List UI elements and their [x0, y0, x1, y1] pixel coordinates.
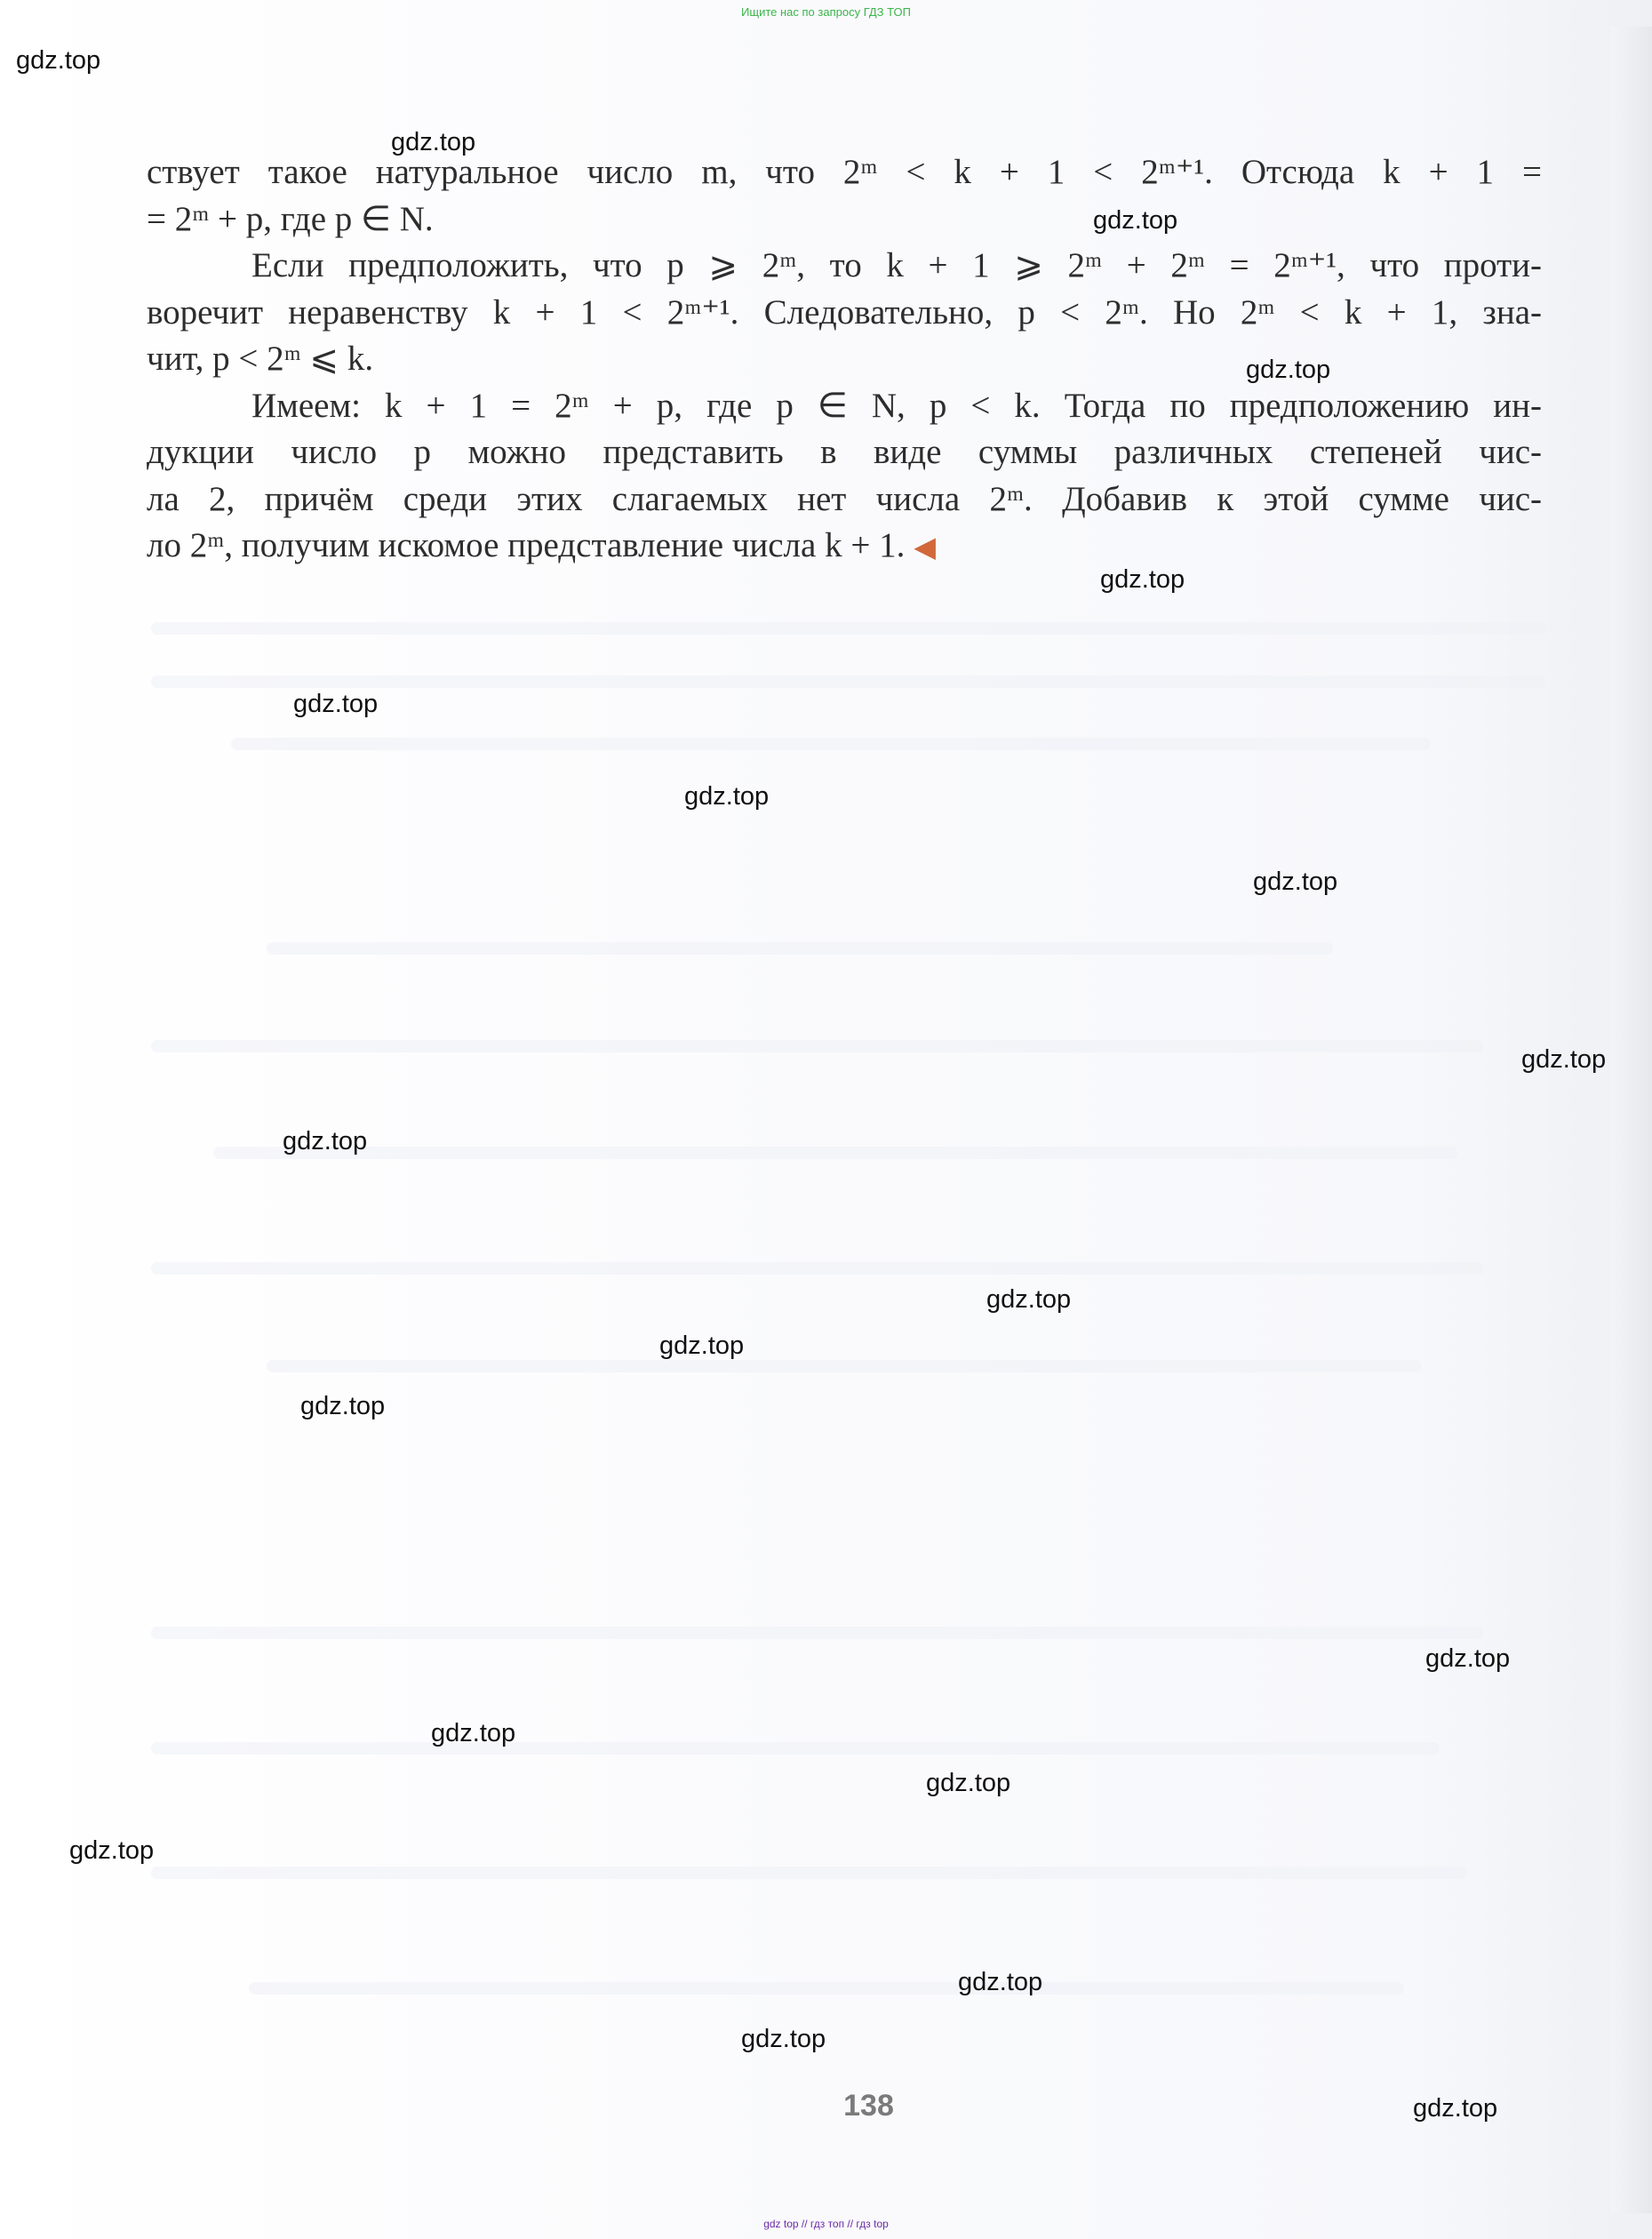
watermark: gdz.top: [391, 128, 476, 156]
bleed-through-band: [267, 942, 1333, 955]
text-line: ла 2, причём среди этих слагаемых нет числа 2ᵐ. Добавив к этой сумме чис-: [147, 479, 1542, 518]
watermark: gdz.top: [1246, 356, 1331, 384]
watermark: gdz.top: [431, 1719, 516, 1747]
watermark: gdz.top: [926, 1769, 1011, 1797]
text-line: Если предположить, что p ⩾ 2ᵐ, то k + 1 ⩾ 2ᵐ + 2ᵐ = 2ᵐ⁺¹, что проти-: [251, 246, 1542, 284]
watermark: gdz.top: [1100, 565, 1185, 594]
page-number-text: 138: [843, 2089, 894, 2123]
bleed-through-band: [151, 1262, 1484, 1275]
text-line-content: ло 2ᵐ, получим искомое представление числа k + 1.: [147, 526, 906, 564]
watermark: gdz.top: [986, 1285, 1072, 1314]
text-line: дукции число p можно представить в виде суммы различных степеней чис-: [147, 433, 1542, 471]
paragraph: [147, 383, 1542, 571]
bleed-through-band: [151, 1867, 1466, 1879]
bleed-through-band: [151, 676, 1546, 688]
paragraph: [147, 149, 1542, 243]
watermark: gdz.top: [1093, 206, 1178, 235]
end-of-proof-icon: ◀: [914, 531, 936, 563]
text-line: ствует такое натуральное число m, что 2ᵐ < k + 1 < 2ᵐ⁺¹. Отсюда k + 1 =: [147, 153, 1542, 191]
bleed-through-band: [249, 1982, 1404, 1995]
bottom-site-links[interactable]: gdz top // гдз топ // гдз top: [763, 2218, 889, 2230]
scan-edge-shadow: [1611, 27, 1652, 2213]
page-number: [0, 2089, 1652, 2123]
bleed-through-band: [151, 1040, 1484, 1052]
bleed-through-band: [151, 1742, 1440, 1755]
watermark: gdz.top: [16, 46, 101, 75]
watermark: gdz.top: [69, 1836, 155, 1865]
watermark: gdz.top: [293, 690, 379, 718]
watermark: gdz.top: [958, 1968, 1043, 1996]
bleed-through-band: [231, 738, 1431, 750]
watermark: gdz.top: [283, 1127, 368, 1155]
text-line: [147, 523, 1542, 571]
watermark: gdz.top: [659, 1331, 745, 1360]
watermark: gdz.top: [1253, 868, 1338, 896]
paragraph: [147, 243, 1542, 383]
text-line: чит, p < 2ᵐ ⩽ k.: [147, 340, 374, 378]
watermark: gdz.top: [1425, 1644, 1511, 1673]
watermark: gdz.top: [300, 1392, 386, 1420]
text-line: = 2ᵐ + p, где p ∈ N.: [147, 199, 434, 238]
bleed-through-band: [151, 622, 1546, 635]
watermark: gdz.top: [1521, 1045, 1607, 1074]
watermark: gdz.top: [741, 2025, 826, 2053]
text-line: Имеем: k + 1 = 2ᵐ + p, где p ∈ N, p < k. Тогда по предположению ин-: [251, 386, 1542, 425]
proof-text: [147, 149, 1542, 571]
bleed-through-band: [267, 1360, 1422, 1372]
bleed-through-band: [213, 1147, 1457, 1159]
watermark: gdz.top: [684, 782, 770, 811]
top-search-banner[interactable]: Ищите нас по запросу ГДЗ ТОП: [741, 5, 911, 19]
bleed-through-band: [151, 1627, 1484, 1639]
watermark: gdz.top: [1413, 2094, 1498, 2123]
text-line: воречит неравенству k + 1 < 2ᵐ⁺¹. Следовательно, p < 2ᵐ. Но 2ᵐ < k + 1, зна-: [147, 292, 1542, 332]
